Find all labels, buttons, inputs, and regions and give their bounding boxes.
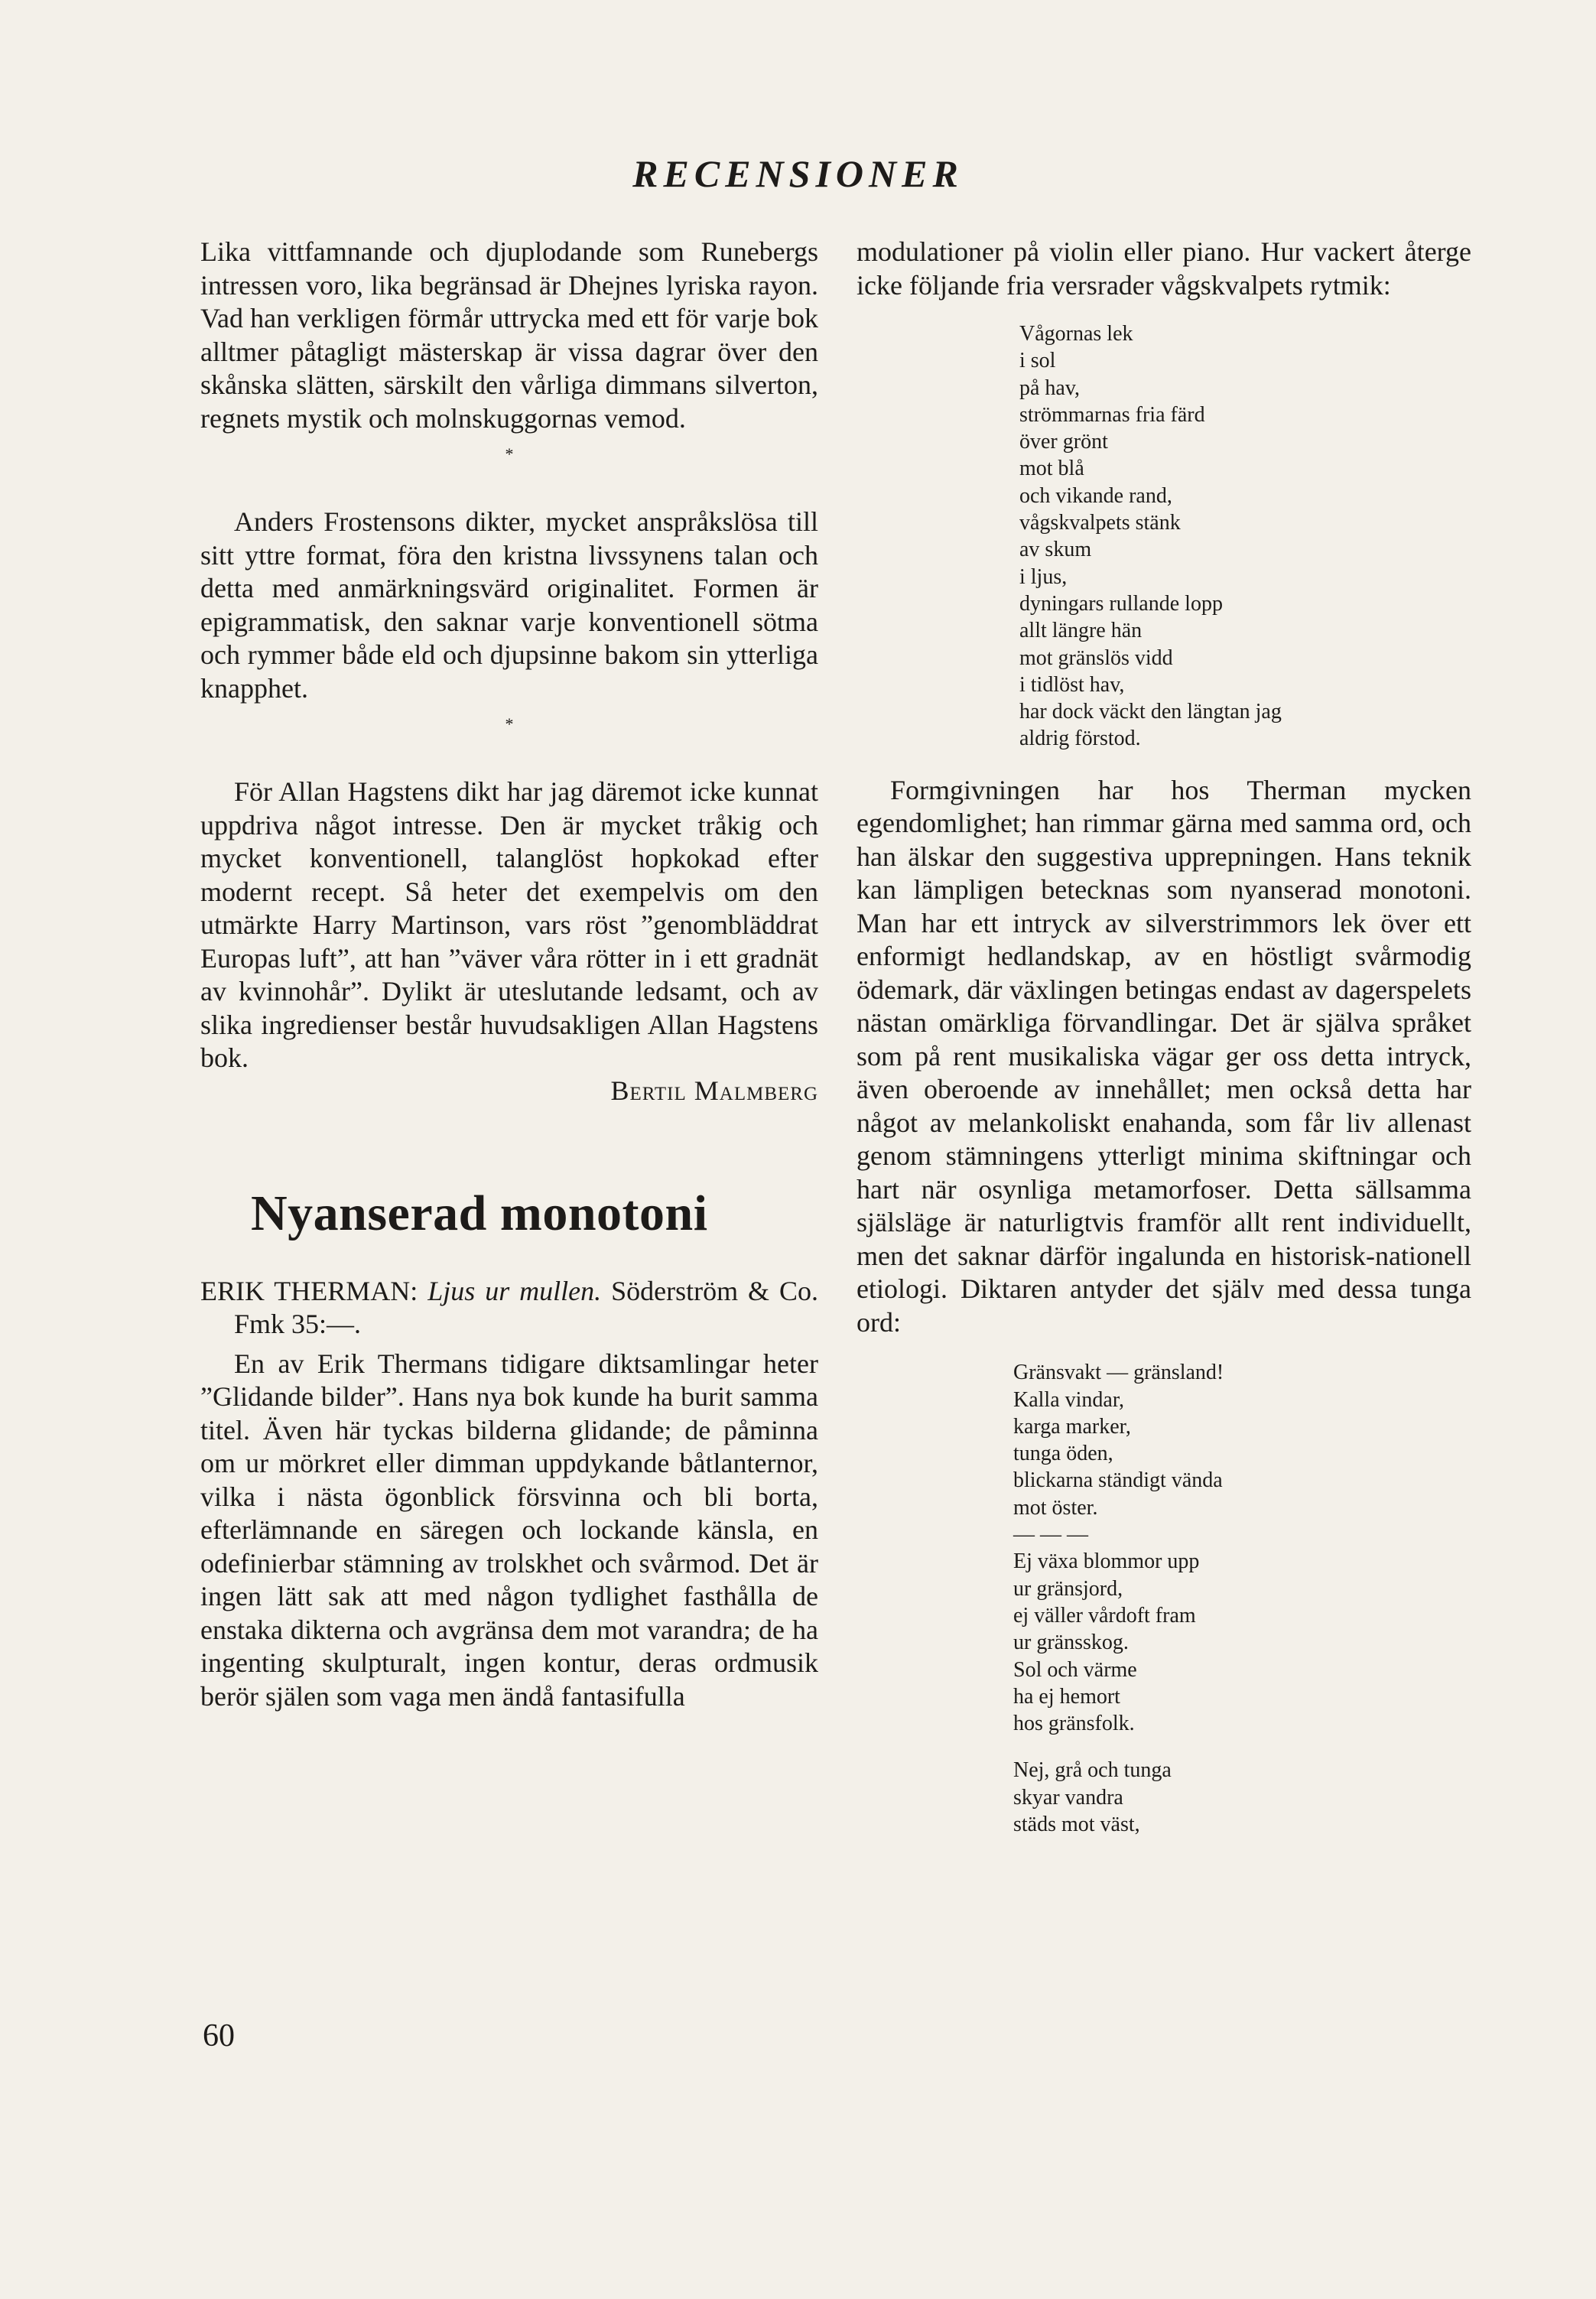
poem-line: har dock väckt den längtan jag xyxy=(1019,700,1282,724)
poem-line: Gränsvakt — gränsland! xyxy=(1013,1361,1224,1385)
left-column xyxy=(200,236,818,1713)
review-paragraph-formgivning: Formgivningen har hos Therman mycken egendomlighet; han rimmar gärna med samma ord, och han älskar den suggestiva upprepningen. Hans teknik kan lämpligen betecknas som nyanserad monotoni. Man har ett intryck av silverstrimmors lek över ett enformigt hedlandskap, av en höstligt svårmodig ödemark, där växlingen betingas endast av dagerspelets nästan omärkliga förvandlingar. Det är själva språket som på rent musikaliska vägar ger oss detta intryck, även oberoende av innehållet; men också detta har något av melankoliskt enahanda, som får liv allenast genom stämningens ytterligt minima skiftningar och hart när osynliga metamorfoser. Detta sällsamma själsläge är naturligtvis framför allt rent individuellt, men det saknar därför ingalunda en historisk-nationell etiologi. Diktaren antyder det själv med dessa tunga ord: xyxy=(857,774,1471,1338)
poem-line: Nej, grå och tunga xyxy=(1013,1758,1172,1783)
poem-line: i ljus, xyxy=(1019,564,1068,589)
poem-line: Vågornas lek xyxy=(1019,322,1133,346)
review-paragraph-continued: modulationer på violin eller piano. Hur vackert återge icke följande fria versrader vågskvalpets rytmik: xyxy=(857,236,1471,301)
review-paragraph-dhejne: Lika vittfamnande och djuplodande som Runebergs intressen voro, lika begränsad är Dhejnes lyriska rayon. Vad han verkligen förmår uttrycka med ett för varje bok alltmer påtagligt mästerskap är vissa dagrar över den skånska slätten, särskilt den vårliga dimmans silverton, regnets mystik och molnskuggornas vemod. xyxy=(200,236,818,434)
review-paragraph-therman-intro: En av Erik Thermans tidigare diktsamlingar heter ”Glidande bilder”. Hans nya bok kunde ha burit samma titel. Även här tyckas bilderna glidande; de påminna om ur mörkret eller dimman uppdykande båtlanternor, vilka i nästa ögonblick försvinna och bli borta, efterlämnande en säregen och lockande känsla, en odefinierbar stämning av trolskhet och svårmod. Det är ingen lätt sak att med någon tydlighet fasthålla de enstaka dikterna och avgränsa dem mot varandra; de ha ingenting skulpturalt, ingen kontur, deras ordmusik berör själen som vaga men ändå fantasifulla xyxy=(200,1348,818,1712)
stanza-gap xyxy=(1013,1737,1471,1757)
review-paragraph-frostenson: Anders Frostensons dikter, mycket anspråkslösa till sitt yttre format, föra den kristna livssynens talan och detta med anmärkningsvärd originalitet. Formen är epigrammatisk, den saknar varje konventionell sötma och rymmer både eld och djupsinne bakom sin ytterliga knapphet. xyxy=(200,506,818,704)
poem-line: ur gränsskog. xyxy=(1013,1631,1129,1655)
poem-line: hos gränsfolk. xyxy=(1013,1712,1135,1736)
poem-line: Sol och värme xyxy=(1013,1657,1137,1682)
poem-line: ha ej hemort xyxy=(1013,1684,1120,1709)
poem-line: på hav, xyxy=(1019,376,1081,400)
poem-dash-separator: — — — xyxy=(1013,1523,1088,1547)
poem-line: ur gränsjord, xyxy=(1013,1576,1123,1601)
poem-line: allt längre hän xyxy=(1019,619,1143,643)
article-title: Nyanserad monotoni xyxy=(251,1185,708,1241)
poem-line: mot öster. xyxy=(1013,1495,1098,1520)
poem-line: karga marker, xyxy=(1013,1414,1131,1439)
citation-author: ERIK THERMAN: xyxy=(200,1275,418,1306)
signature-text: Bertil Malmberg xyxy=(610,1075,818,1106)
reviewer-signature xyxy=(200,1075,818,1108)
poem-line: aldrig förstod. xyxy=(1019,727,1141,751)
right-column xyxy=(857,236,1471,1859)
poem-line: mot gränslös vidd xyxy=(1019,645,1173,670)
poem-line: av skum xyxy=(1019,538,1092,562)
poem-line: dyningars rullande lopp xyxy=(1019,591,1223,616)
running-header: RECENSIONER xyxy=(632,152,964,195)
section-separator: * xyxy=(505,714,514,733)
poem-line: blickarna ständigt vända xyxy=(1013,1468,1223,1493)
poem-quote-vagornas-lek xyxy=(1019,320,1471,753)
poem-line: ej väller vårdoft fram xyxy=(1013,1603,1196,1628)
poem-line: skyar vandra xyxy=(1013,1785,1123,1810)
citation-publisher: Söderström & Co. Fmk 35:—. xyxy=(234,1275,819,1339)
poem-line: tunga öden, xyxy=(1013,1442,1113,1466)
poem-line: strömmarnas fria färd xyxy=(1019,402,1205,427)
poem-line: vågskvalpets stänk xyxy=(1019,511,1181,535)
poem-line: och vikande rand, xyxy=(1019,483,1172,508)
citation-book-title: Ljus ur mullen. xyxy=(427,1275,602,1306)
poem-line: städs mot väst, xyxy=(1013,1813,1140,1836)
review-paragraph-hagsten: För Allan Hagstens dikt har jag däremot icke kunnat uppdriva något intresse. Den är mycket tråkig och mycket konventionell, talanglöst hopkokad efter modernt recept. Så heter det exempelvis om den utmärkte Harry Martinson, vars röst ”genombläddrat Europas luft”, att han ”väver våra rötter in i ett gradnät av kvinnohår”. Dylikt är uteslutande ledsamt, och av slika ingredienser består huvudsakligen Allan Hagstens bok. xyxy=(200,776,818,1073)
review-citation xyxy=(200,1275,818,1341)
poem-line: i sol xyxy=(1019,349,1056,373)
poem-line: i tidlöst hav, xyxy=(1019,672,1125,697)
poem-line: över grönt xyxy=(1019,430,1108,454)
page-number: 60 xyxy=(203,2018,235,2053)
poem-quote-gransvakt xyxy=(1013,1359,1471,1838)
poem-line: Kalla vindar, xyxy=(1013,1387,1125,1412)
poem-line: mot blå xyxy=(1019,457,1084,481)
section-separator: * xyxy=(505,444,514,463)
poem-line: Ej växa blommor upp xyxy=(1013,1549,1200,1574)
